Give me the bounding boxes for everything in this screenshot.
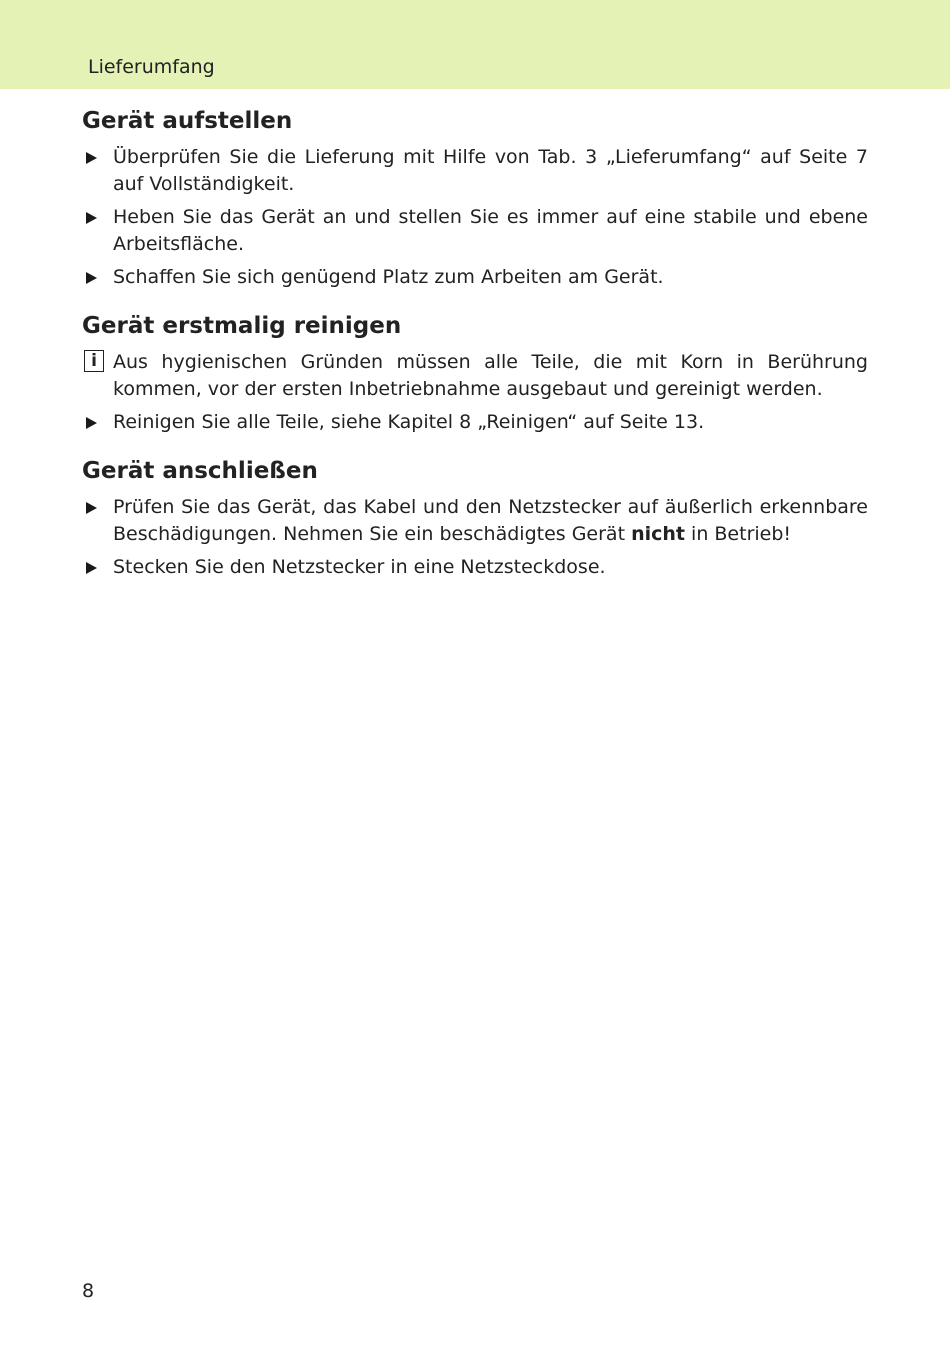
section-geraet-erstmalig-reinigen (82, 309, 868, 436)
list-item-text: Reinigen Sie alle Teile, siehe Kapitel 8 „Reinigen“ auf Seite 13. (113, 411, 705, 433)
header-band (0, 0, 950, 89)
list-item-text: Schaffen Sie sich genügend Platz zum Arbeiten am Gerät. (113, 266, 664, 288)
list-item-text (113, 496, 868, 545)
section-geraet-anschliessen (82, 454, 868, 581)
triangle-bullet-icon (86, 502, 97, 514)
list-item (82, 204, 868, 258)
info-icon: i (84, 350, 104, 372)
list-item-text: Stecken Sie den Netzstecker in eine Netzsteckdose. (113, 556, 606, 578)
triangle-bullet-icon (86, 272, 97, 284)
list-item-text: Überprüfen Sie die Lieferung mit Hilfe von Tab. 3 „Lieferumfang“ auf Seite 7 auf Vollständigkeit. (113, 146, 868, 195)
emphasis-text: nicht (631, 523, 685, 545)
list-item-text-part: in Betrieb! (685, 523, 792, 545)
info-note-text: Aus hygienischen Gründen müssen alle Teile, die mit Korn in Berührung kommen, vor der ersten Inbetriebnahme ausgebaut und gereinigt werden. (113, 351, 868, 400)
list-item (82, 264, 868, 291)
section-geraet-aufstellen (82, 104, 868, 291)
header-title: Lieferumfang (88, 56, 215, 78)
list-item-text-part: Prüfen Sie das Gerät, das Kabel und den Netzstecker auf äußerlich erkennbare Beschädigungen. Nehmen Sie ein beschädigtes Gerät (113, 496, 868, 545)
triangle-bullet-icon (86, 417, 97, 429)
instruction-list (82, 349, 868, 436)
triangle-bullet-icon (86, 562, 97, 574)
section-heading: Gerät aufstellen (82, 108, 293, 134)
list-item (82, 554, 868, 581)
triangle-bullet-icon (86, 152, 97, 164)
list-item (82, 409, 868, 436)
triangle-bullet-icon (86, 212, 97, 224)
instruction-list (82, 494, 868, 581)
list-item (82, 144, 868, 198)
page-number: 8 (82, 1280, 95, 1302)
list-item-text: Heben Sie das Gerät an und stellen Sie es immer auf eine stabile und ebene Arbeitsfläche. (113, 206, 868, 255)
info-note (82, 349, 868, 403)
section-heading: Gerät anschließen (82, 458, 318, 484)
list-item (82, 494, 868, 548)
content (82, 104, 868, 599)
section-heading: Gerät erstmalig reinigen (82, 313, 402, 339)
instruction-list (82, 144, 868, 291)
